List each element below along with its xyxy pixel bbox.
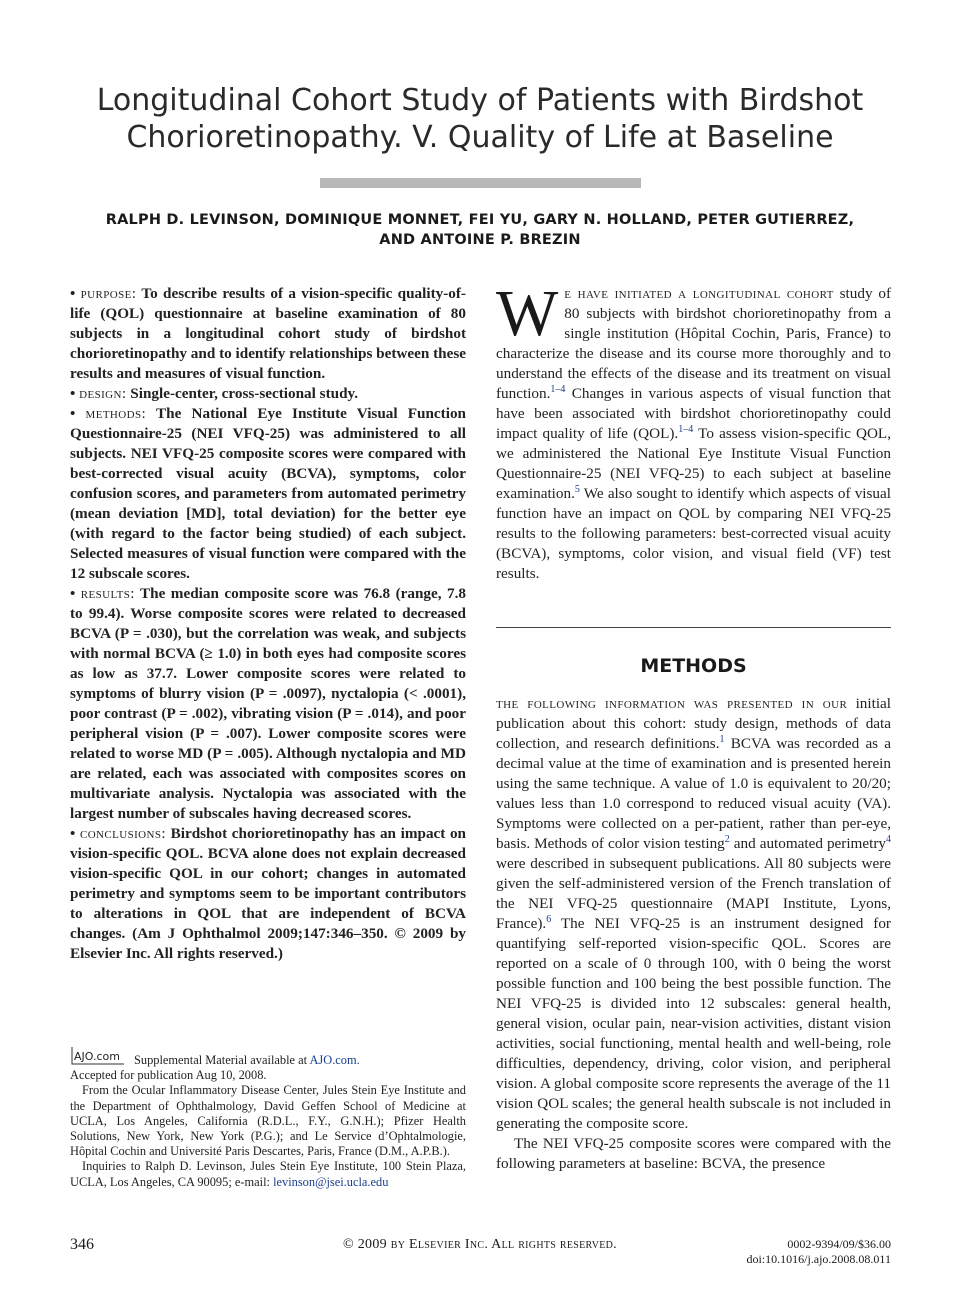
ref-link[interactable]: 4 bbox=[886, 834, 891, 845]
accepted-date: Accepted for publication Aug 10, 2008. bbox=[70, 1068, 267, 1083]
bullet: • bbox=[70, 585, 76, 602]
ref-link[interactable]: 2 bbox=[724, 834, 730, 845]
abstract-conclusions bbox=[70, 824, 466, 964]
abstract-methods bbox=[70, 404, 466, 584]
ref-link[interactable]: 1–4 bbox=[550, 384, 566, 395]
purpose-label: purpose: bbox=[80, 285, 137, 302]
ajo-logo bbox=[70, 1044, 126, 1068]
ajo-logo-text: AJO.com bbox=[74, 1050, 120, 1063]
design-label: design: bbox=[79, 385, 127, 402]
methods-text-4: were described in subsequent publications. All 80 subjects were given the self-administered version of the French translation of the NEI VFQ-25 questionnaire (MAPI Institute, Lyons, France). bbox=[496, 855, 891, 932]
introduction bbox=[496, 277, 892, 584]
methods-text-5: The NEI VFQ-25 is an instrument designed for quantifying self-reported vision-specific QOL. Scores are reported on a scale of 0 through 100, with 0 being the worst possible function and 100 being the best possible function. The NEI VFQ-25 is divided into 12 subscales: general health, general vision, ocular pain, near-vision activities, distant vision activities, social functioning, mental health and well-being, role difficulties, dependency, driving, color vision, and peripheral vision. A global composite score represents the average of the 11 vision QOL scales; the general health subscale is not included in generating the composite score. bbox=[496, 915, 891, 1132]
methods-paragraph-1 bbox=[496, 694, 891, 1134]
methods-paragraph-2: The NEI VFQ-25 composite scores were compared with the following parameters at baseline: BCVA, the presence bbox=[496, 1135, 891, 1172]
methods-label: methods: bbox=[85, 405, 147, 422]
intro-lead: e have initiated a longitudinal cohort bbox=[564, 285, 834, 302]
intro-text-3: To assess vision-specific QOL, we administered the National Eye Institute Visual Function Questionnaire-25 (NEI VFQ-25) to each subject at baseline examination. bbox=[496, 425, 891, 502]
ref-link[interactable]: 5 bbox=[574, 484, 580, 495]
copyright-notice: © 2009 by Elsevier Inc. All rights reserved. bbox=[343, 1237, 617, 1252]
methods-section bbox=[496, 694, 891, 1174]
abstract-citation: (Am J Ophthalmol 2009;147:346–350. © 2009 by Elsevier Inc. All rights reserved.) bbox=[70, 925, 467, 962]
bullet: • bbox=[70, 825, 76, 842]
issn-doi bbox=[680, 1237, 891, 1267]
ref-link[interactable]: 1–4 bbox=[678, 424, 694, 435]
section-divider bbox=[496, 627, 891, 628]
ref-link[interactable]: 1 bbox=[719, 734, 725, 745]
purpose-text: To describe results of a vision-specific quality-of-life (QOL) questionnaire at baseline examination of 80 subjects in a longitudinal cohort study of birdshot chorioretinopathy and to identify relationships between these results and measures of visual function. bbox=[70, 285, 467, 382]
ajo-link[interactable]: AJO.com. bbox=[309, 1053, 360, 1067]
intro-text-4: We also sought to identify which aspects of visual function have an impact on QOL by comparing NEI VFQ-25 results to the following parameters: best-corrected visual acuity (BCVA), symptoms, color vision, and visual field (VF) test results. bbox=[496, 485, 891, 582]
intro-text-1: study of 80 subjects with birdshot chorioretinopathy from a single institution (Hôpital Cochin, Paris, France) to characterize the disease and its course more thoroughly and to understand the effects of the disease and its treatment on visual function. bbox=[496, 285, 892, 402]
conclusions-label: conclusions: bbox=[79, 825, 166, 842]
methods-text-2: BCVA was recorded as a decimal value at the time of examination and is presented herein using the same technique. A value of 1.0 is equivalent to 20/20; values less than 1.0 correspond to reduced visual acuity (VA). Symptoms were collected on a per-patient, rather than per-eye, basis. Methods of color vision testing bbox=[496, 735, 892, 852]
results-text: The median composite score was 76.8 (range, 7.8 to 99.4). Worse composite scores were related to decreased BCVA (P = .030), but the correlation was weak, and subjects with normal BCVA (≥ 1.0) in both eyes had composite scores as low as 37.7. Lower composite scores were related to symptoms of blurry vision (P = .0097), nyctalopia (< .0001), poor contrast (P = .002), vibrating vision (P = .014), and poor peripheral vision (P = .007). Lower composite scores were related to worse MD (P = .005). Although nyctalopia and MD are related, each was associated with composites scores on multivariate analysis. Nyctalopia was associated with the largest number of subscales having decreased scores. bbox=[70, 585, 466, 822]
abstract-results bbox=[70, 584, 466, 824]
author-line-2: AND ANTOINE P. BREZIN bbox=[379, 232, 581, 248]
supplemental-prefix: Supplemental Material available at bbox=[134, 1053, 308, 1067]
ref-link[interactable]: 6 bbox=[546, 914, 552, 925]
bullet: • bbox=[70, 285, 76, 302]
email-link[interactable]: levinson@jsei.ucla.edu bbox=[273, 1174, 389, 1189]
abstract bbox=[70, 284, 466, 964]
conclusions-text: Birdshot chorioretinopathy has an impact on vision-specific QOL. BCVA alone does not explain decreased vision-specific QOL in our cohort; changes in automated perimetry and symptoms seem to be important contributors to alterations in QOL that are independent of BCVA changes. bbox=[70, 825, 466, 942]
results-label: results: bbox=[80, 585, 135, 602]
methods-lead: the following information was presented in our bbox=[496, 695, 848, 712]
methods-text: The National Eye Institute Visual Function Questionnaire-25 (NEI VFQ-25) was administered to all subjects. NEI VFQ-25 composite scores were compared with best-corrected visual acuity (BCVA), symptoms, color confusion scores, and parameters from automated perimetry (mean deviation [MD], total deviation) for the better eye (with regard to the factor being studied) of each subject. Selected measures of visual function were compared with the 12 subscale scores. bbox=[70, 405, 466, 582]
inquiries-prefix: Inquiries to Ralph D. Levinson, Jules Stein Eye Institute, 100 Stein Plaza, UCLA, Los Angeles, CA 90095; e-mail: bbox=[70, 1159, 466, 1189]
intro-text-2: Changes in various aspects of visual function that have been associated with birdshot chorioretinopathy could impact quality of life (QOL). bbox=[496, 385, 892, 442]
abstract-design bbox=[70, 384, 466, 404]
intro-paragraph bbox=[496, 277, 892, 584]
abstract-purpose bbox=[70, 284, 466, 384]
article-title: Longitudinal Cohort Study of Patients with Birdshot Chorioretinopathy. V. Quality of Life at Baseline bbox=[96, 83, 864, 155]
page-number: 346 bbox=[70, 1236, 94, 1253]
footnotes bbox=[70, 1044, 466, 1190]
bullet: • bbox=[70, 385, 76, 402]
title-divider-bar bbox=[320, 178, 641, 188]
dropcap-letter: W bbox=[496, 277, 559, 350]
bullet: • bbox=[70, 405, 76, 422]
doi: doi:10.1016/j.ajo.2008.08.011 bbox=[746, 1252, 891, 1266]
methods-text-1: initial publication about this cohort: study design, methods of data collection, and research definitions. bbox=[496, 695, 892, 752]
author-line-1: RALPH D. LEVINSON, DOMINIQUE MONNET, FEI YU, GARY N. HOLLAND, PETER GUTIERREZ, bbox=[105, 212, 855, 228]
design-text: Single-center, cross-sectional study. bbox=[130, 385, 359, 402]
methods-heading: METHODS bbox=[640, 655, 747, 677]
issn: 0002-9394/09/$36.00 bbox=[787, 1237, 891, 1251]
affiliations: From the Ocular Inflammatory Disease Center, Jules Stein Eye Institute and the Department of Ophthalmology, David Geffen School of Medicine at UCLA, Los Angeles, California (R.D.L., F.Y., G.N.H.); Pfizer Health Solutions, New York, New York (P.G.); and Le Service d’Ophtalmologie, Hôpital Cochin and Université Paris Descartes, Paris, France (D.M., A.P.B.). bbox=[70, 1083, 466, 1159]
methods-text-3: and automated perimetry bbox=[733, 835, 886, 852]
supplemental-note bbox=[70, 1044, 466, 1068]
inquiries bbox=[70, 1159, 466, 1189]
author-list bbox=[70, 210, 890, 250]
